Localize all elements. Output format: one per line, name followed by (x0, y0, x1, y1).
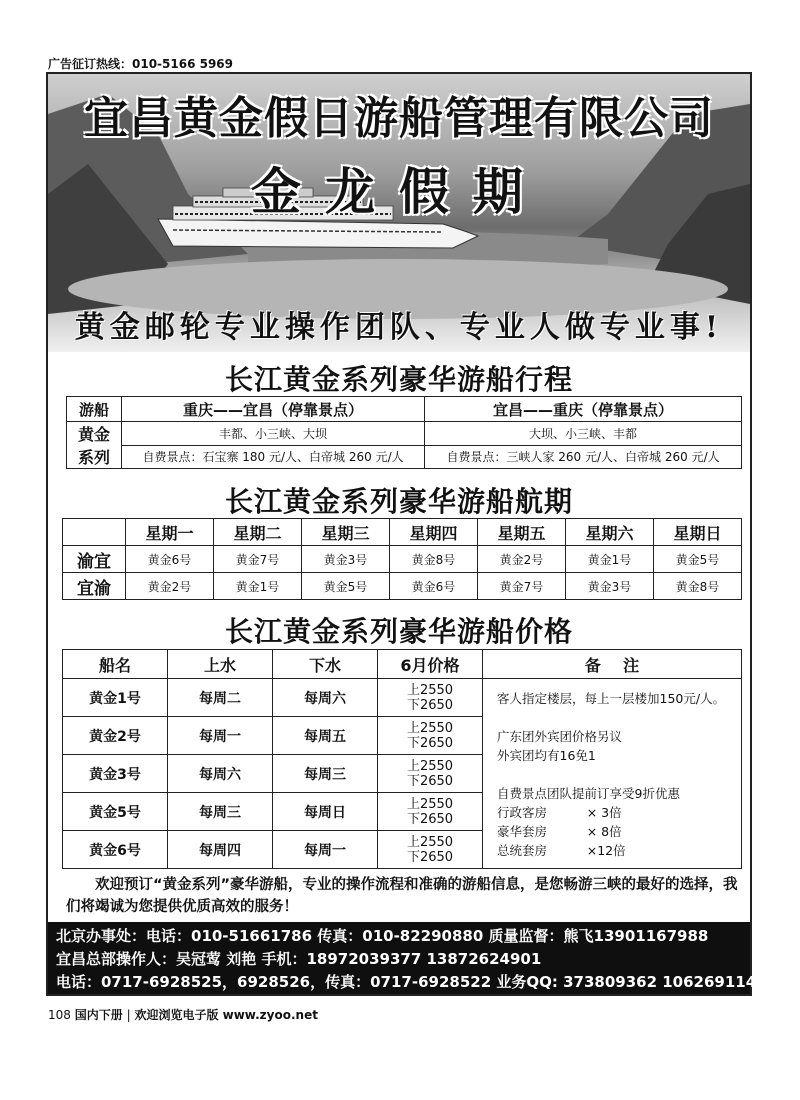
page-number: 108 (48, 1008, 71, 1022)
spots-downstream: 丰都、小三峡、大坝 (122, 422, 425, 446)
brand-name: 金龙假期 (251, 163, 547, 221)
price-down: 下2650 (406, 773, 454, 789)
day-header: 星期一 (126, 519, 214, 546)
contact-yichang: 宜昌总部操作人：吴冠莺 刘艳 手机：18972039377 13872624901 (56, 950, 542, 968)
separator: | (126, 1008, 131, 1022)
ship-cell: 黄金2号 (126, 573, 214, 600)
ship-cell: 黄金6号 (126, 546, 214, 573)
ship-cell: 黄金8号 (390, 546, 478, 573)
price-header: 上水 (168, 650, 273, 679)
price-table (62, 649, 742, 869)
ship-cell: 黄金1号 (566, 546, 654, 573)
ship-cell: 黄金5号 (654, 546, 742, 573)
upstream-day: 每周一 (168, 717, 273, 755)
route-downstream: 重庆——宜昌（停靠景点） (122, 397, 425, 422)
remarks (483, 679, 742, 869)
ship-name: 黄金3号 (63, 755, 168, 793)
ship-cell: 黄金2号 (478, 546, 566, 573)
ad-hotline: 广告征订热线：010-5166 5969 (48, 57, 234, 71)
downstream-day: 每周日 (273, 793, 378, 831)
price-down: 下2650 (406, 811, 454, 827)
table-row (63, 679, 742, 717)
schedule-title: 长江黄金系列豪华游船航期 (224, 485, 573, 518)
company-name: 宜昌黄金假日游船管理有限公司 (84, 93, 714, 144)
downstream-day: 每周六 (273, 679, 378, 717)
section-name: 国内下册 (74, 1008, 123, 1022)
remark-line: 广东团外宾团价格另议 (497, 729, 623, 744)
price-up: 上2550 (406, 758, 454, 774)
day-header: 星期四 (390, 519, 478, 546)
price-up: 上2550 (406, 834, 454, 850)
ship-name: 黄金5号 (63, 793, 168, 831)
table-row (63, 573, 742, 600)
price-down: 下2650 (406, 849, 454, 865)
contact-bar (48, 922, 767, 994)
remark-line: 外宾团均有16免1 (497, 748, 596, 763)
june-price (378, 831, 483, 869)
banner (48, 74, 750, 352)
ship-cell: 黄金5号 (302, 573, 390, 600)
schedule-corner (63, 519, 126, 546)
ship-cell: 黄金7号 (478, 573, 566, 600)
ship-cell: 黄金3号 (566, 573, 654, 600)
june-price (378, 793, 483, 831)
downstream-day: 每周三 (273, 755, 378, 793)
route-label: 宜渝 (63, 573, 126, 600)
itinerary-table (66, 396, 742, 469)
downstream-day: 每周一 (273, 831, 378, 869)
remark-line: 客人指定楼层，每上一层楼加150元/人。 (497, 691, 726, 706)
ship-cell: 黄金6号 (390, 573, 478, 600)
remark-line: 豪华套房 × 8倍 (497, 824, 622, 839)
schedule-table (62, 518, 742, 600)
june-price (378, 679, 483, 717)
series-label (67, 422, 122, 469)
ad-frame (46, 72, 767, 996)
upstream-day: 每周四 (168, 831, 273, 869)
upstream-day: 每周三 (168, 793, 273, 831)
route-label: 渝宜 (63, 546, 126, 573)
price-up: 上2550 (406, 720, 454, 736)
series-label-line2: 系列 (77, 448, 110, 467)
extra-spots-downstream: 自费景点：石宝寨 180 元/人、白帝城 260 元/人 (122, 445, 425, 469)
price-header: 下水 (273, 650, 378, 679)
ship-cell: 黄金7号 (214, 546, 302, 573)
welcome-text: 欢迎预订“黄金系列”豪华游船，专业的操作流程和准确的游船信息，是您畅游三峡的最好的选择，我们将竭诚为您提供优质高效的服务！ (66, 877, 738, 915)
day-header: 星期日 (654, 519, 742, 546)
price-up: 上2550 (406, 796, 454, 812)
remark-line: 总统套房 ×12倍 (497, 843, 626, 858)
price-down: 下2650 (406, 735, 454, 751)
itinerary-col-label: 游船 (67, 397, 122, 422)
remark-line: 行政客房 × 3倍 (497, 805, 622, 820)
upstream-day: 每周二 (168, 679, 273, 717)
day-header: 星期六 (566, 519, 654, 546)
table-row (63, 546, 742, 573)
day-header: 星期五 (478, 519, 566, 546)
june-price (378, 717, 483, 755)
day-header: 星期二 (214, 519, 302, 546)
day-header: 星期三 (302, 519, 390, 546)
price-header: 备 注 (483, 650, 742, 679)
price-down: 下2650 (406, 697, 454, 713)
price-header: 6月价格 (378, 650, 483, 679)
ship-cell: 黄金3号 (302, 546, 390, 573)
page-footer (48, 1006, 318, 1023)
spots-upstream: 大坝、小三峡、丰都 (425, 422, 742, 446)
route-upstream: 宜昌——重庆（停靠景点） (425, 397, 742, 422)
ship-name: 黄金2号 (63, 717, 168, 755)
footer-tagline: 欢迎浏览电子版 www.zyoo.net (134, 1008, 318, 1022)
price-up: 上2550 (406, 682, 454, 698)
ship-cell: 黄金8号 (654, 573, 742, 600)
ship-cell: 黄金1号 (214, 573, 302, 600)
remark-line: 自费景点团队提前订享受9折优惠 (497, 786, 680, 801)
downstream-day: 每周五 (273, 717, 378, 755)
ship-name: 黄金1号 (63, 679, 168, 717)
series-label-line1: 黄金 (77, 425, 110, 444)
contact-beijing: 北京办事处：电话：010-51661786 传真：010-82290880 质量监督：熊飞13901167988 (56, 927, 709, 945)
slogan: 黄金邮轮专业操作团队、专业人做专业事! (74, 310, 724, 345)
upstream-day: 每周六 (168, 755, 273, 793)
june-price (378, 755, 483, 793)
itinerary-title: 长江黄金系列豪华游船行程 (224, 363, 573, 396)
price-header: 船名 (63, 650, 168, 679)
price-title: 长江黄金系列豪华游船价格 (224, 615, 573, 648)
ship-name: 黄金6号 (63, 831, 168, 869)
extra-spots-upstream: 自费景点：三峡人家 260 元/人、白帝城 260 元/人 (425, 445, 742, 469)
contact-phone: 电话：0717-6928525，6928526，传真：0717-6928522 业务QQ: 373809362 1062691140 (56, 973, 767, 991)
